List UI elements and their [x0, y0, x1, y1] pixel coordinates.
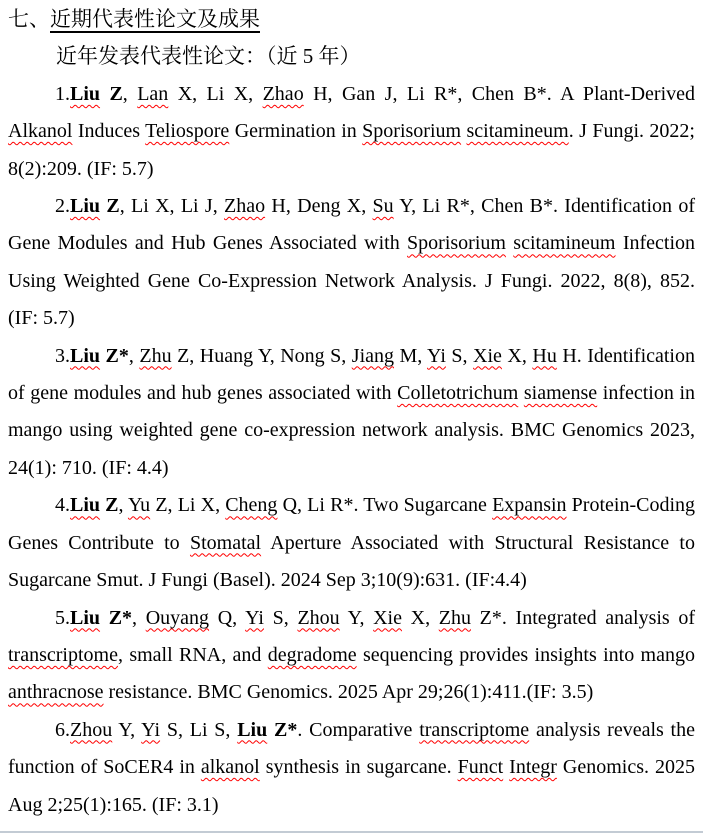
- text-run: . Comparative: [297, 718, 420, 741]
- spellcheck-flagged-text: Yi: [245, 606, 264, 629]
- text-run: infection in mango using weighted gene co-expression network analysis. BMC Genomics 2023, 24(1): 710. (IF: 4.4): [8, 382, 696, 479]
- spellcheck-flagged-text: Zhao: [262, 82, 304, 105]
- text-run: Genomics. 2025 Aug 2;25(1):165. (IF: 3.1): [8, 756, 696, 816]
- section-heading: [8, 1, 695, 38]
- spellcheck-flagged-text: Funct: [457, 756, 504, 779]
- spellcheck-flagged-text: alkanol: [200, 756, 260, 779]
- spellcheck-flagged-text: Zhu: [139, 344, 172, 367]
- spellcheck-flagged-text: transcriptome: [8, 643, 118, 666]
- publications: [8, 76, 695, 824]
- text-run: sequencing provides insights into mango: [356, 643, 695, 666]
- spellcheck-flagged-text: Hu: [532, 344, 557, 367]
- spellcheck-flagged-text: Zhao: [224, 195, 266, 218]
- spellcheck-flagged-text: anthracnose: [8, 681, 104, 704]
- text-run: 4.: [55, 494, 70, 517]
- text-run: Z: [100, 195, 120, 218]
- spellcheck-flagged-text: Stomatal: [189, 531, 262, 554]
- text-run: Z, Huang Y, Nong S,: [171, 344, 352, 367]
- text-run: Z, Li X,: [150, 494, 226, 517]
- spellcheck-flagged-text: Zhou: [70, 718, 113, 741]
- spellcheck-flagged-text: Cheng: [225, 494, 278, 517]
- spellcheck-flagged-text: siamense: [523, 382, 598, 405]
- text-run: Infection Using Weighted Gene Co-Expression Network Analysis. J Fungi. 2022, 8(8), 852. (IF: 5.7): [8, 232, 696, 330]
- publication-paragraph: [8, 338, 695, 488]
- bottom-divider: [0, 831, 703, 833]
- subtitle: 近年发表代表性论文：（近 5 年）: [56, 44, 361, 69]
- text-run: S,: [445, 344, 474, 367]
- spellcheck-flagged-text: Liu: [70, 344, 101, 367]
- text-run: Z*: [100, 344, 129, 367]
- text-run: H. Identification of gene modules and hub genes associated with: [8, 344, 695, 405]
- spellcheck-flagged-text: Xie: [373, 606, 402, 629]
- spellcheck-flagged-text: Zhu: [438, 606, 471, 629]
- spellcheck-flagged-text: Zhou: [297, 606, 340, 629]
- publication-paragraph: [8, 712, 695, 824]
- text-run: Q,: [209, 606, 246, 629]
- spellcheck-flagged-text: transcriptome: [419, 718, 530, 741]
- spellcheck-flagged-text: Xie: [473, 344, 502, 367]
- spellcheck-flagged-text: Liu: [70, 606, 101, 629]
- spellcheck-flagged-text: degradome: [267, 643, 357, 666]
- text-run: Z: [100, 494, 119, 517]
- spellcheck-flagged-text: Sporisorium: [407, 232, 506, 255]
- text-run: Y,: [339, 606, 374, 629]
- text-run: Q, Li R*. Two Sugarcane: [277, 494, 493, 517]
- spellcheck-flagged-text: Alkanol: [8, 120, 73, 143]
- text-run: X, Li X,: [168, 82, 263, 105]
- publication-paragraph: [8, 188, 695, 338]
- text-run: ,: [128, 344, 140, 367]
- spellcheck-flagged-text: Integr: [509, 756, 557, 779]
- publication-paragraph: [8, 600, 695, 712]
- spellcheck-flagged-text: Liu: [70, 82, 101, 105]
- section-number: 七、: [8, 7, 50, 31]
- text-run: S, Li S,: [160, 718, 238, 741]
- text-run: ,: [132, 606, 146, 629]
- text-run: Z: [100, 82, 123, 105]
- text-run: Induces: [72, 120, 146, 143]
- text-run: H, Deng X,: [265, 195, 373, 218]
- text-run: M,: [394, 344, 428, 367]
- spellcheck-flagged-text: scitamineum: [466, 120, 569, 143]
- spellcheck-flagged-text: scitamineum: [513, 232, 616, 255]
- text-run: S,: [263, 606, 298, 629]
- text-run: 1.: [55, 82, 70, 105]
- text-run: . J Fungi. 2022; 8(2):209. (IF: 5.7): [8, 120, 695, 180]
- text-run: Z*: [267, 718, 298, 741]
- text-run: X,: [402, 606, 439, 629]
- text-run: Y, Li R*, Chen B*. Identification of Gene Modules and Hub Genes Associated with: [8, 195, 695, 255]
- text-run: X,: [501, 344, 533, 367]
- text-run: 2.: [55, 195, 70, 218]
- text-run: Z*: [100, 606, 133, 629]
- spellcheck-flagged-text: Expansin: [492, 494, 567, 517]
- spellcheck-flagged-text: Sporisorium: [362, 120, 462, 143]
- text-run: Protein-Coding Genes Contribute to: [8, 494, 696, 554]
- text-run: Z*. Integrated analysis of: [471, 606, 696, 629]
- text-run: synthesis in sugarcane.: [259, 756, 458, 779]
- text-run: Y,: [112, 718, 142, 741]
- text-run: ,: [122, 82, 138, 105]
- spellcheck-flagged-text: Teliospore: [145, 120, 230, 143]
- publication-paragraph: [8, 76, 695, 188]
- text-run: H, Gan J, Li R*, Chen B*. A Plant-Derived: [303, 82, 696, 105]
- spellcheck-flagged-text: Ouyang: [145, 606, 210, 629]
- text-run: analysis reveals the function of SoCER4 in: [8, 718, 695, 779]
- spellcheck-flagged-text: Colletotrichum: [397, 382, 519, 405]
- publication-paragraph: [8, 487, 695, 599]
- text-run: resistance. BMC Genomics. 2025 Apr 29;26(1):411.(IF: 3.5): [103, 681, 594, 704]
- spellcheck-flagged-text: Jiang: [351, 344, 394, 367]
- spellcheck-flagged-text: Yi: [427, 344, 446, 367]
- spellcheck-flagged-text: Yi: [141, 718, 161, 741]
- section-title: 近期代表性论文及成果: [50, 7, 260, 31]
- text-run: 6.: [55, 718, 70, 741]
- spellcheck-flagged-text: Liu: [70, 494, 101, 517]
- text-run: Germination in: [229, 120, 363, 143]
- spellcheck-flagged-text: Su: [372, 195, 394, 218]
- spellcheck-flagged-text: Liu: [70, 195, 101, 218]
- text-run: 5.: [55, 606, 70, 629]
- text-run: , Li X, Li J,: [119, 195, 224, 218]
- text-run: 3.: [55, 344, 70, 367]
- spellcheck-flagged-text: Liu: [237, 718, 268, 741]
- text-run: Aperture Associated with Structural Resistance to Sugarcane Smut. J Fungi (Basel). 2024 Sep 3;10(9):631. (IF:4.4): [8, 531, 695, 592]
- text-run: ,: [118, 494, 128, 517]
- spellcheck-flagged-text: Yu: [127, 494, 151, 517]
- text-run: , small RNA, and: [117, 643, 268, 666]
- spellcheck-flagged-text: Lan: [137, 82, 169, 105]
